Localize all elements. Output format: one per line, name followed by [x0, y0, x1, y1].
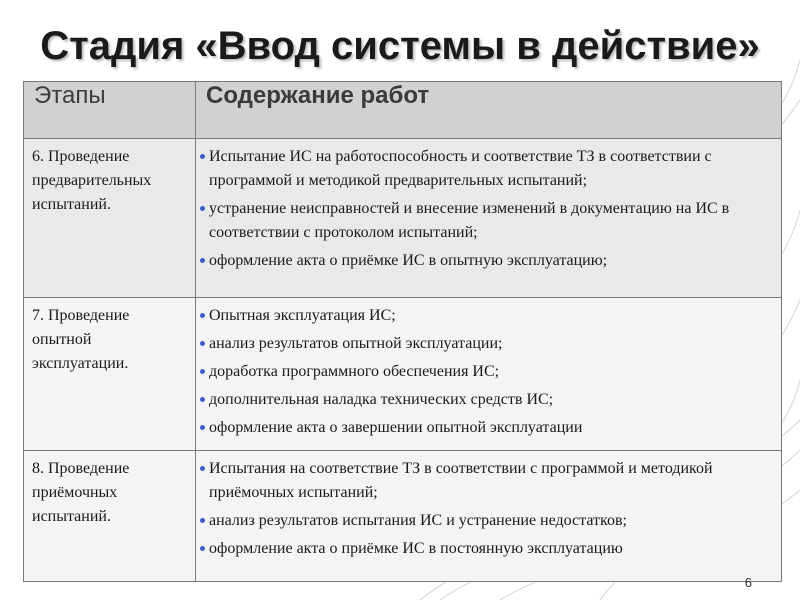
stage-cell: 8. Проведение приёмочных испытаний. [24, 451, 196, 582]
work-items-list [200, 457, 775, 561]
list-item-text: оформление акта о приёмке ИС в опытную эксплуатацию; [209, 252, 608, 269]
bullet-icon [200, 466, 205, 471]
content-cell [196, 298, 782, 451]
table-row [24, 139, 782, 298]
list-item [200, 537, 775, 561]
list-item [200, 249, 775, 273]
bullet-icon [200, 313, 205, 318]
bullet-icon [200, 425, 205, 430]
stage-cell: 6. Проведение предварительных испытаний. [24, 139, 196, 298]
list-item [200, 304, 775, 328]
list-item [200, 197, 775, 245]
list-item [200, 145, 775, 193]
list-item-text: анализ результатов опытной эксплуатации; [209, 335, 503, 352]
list-item-text: анализ результатов испытания ИС и устранение недостатков; [209, 512, 627, 529]
content-cell [196, 139, 782, 298]
bullet-icon [200, 258, 205, 263]
bullet-icon [200, 518, 205, 523]
list-item [200, 416, 775, 440]
content-cell [196, 451, 782, 582]
list-item-text: Опытная эксплуатация ИС; [209, 307, 396, 324]
bullet-icon [200, 397, 205, 402]
slide-title: Стадия «Ввод системы в действие» [40, 24, 760, 68]
table-row [24, 298, 782, 451]
list-item [200, 388, 775, 412]
header-stages: Этапы [24, 82, 196, 139]
work-items-list [200, 304, 775, 440]
stage-cell: 7. Проведение опытной эксплуатации. [24, 298, 196, 451]
list-item-text: Испытания на соответствие ТЗ в соответствии с программой и методикой приёмочных испытаний; [209, 460, 713, 501]
bullet-icon [200, 154, 205, 159]
work-items-list [200, 145, 775, 273]
page-number: 6 [744, 575, 752, 590]
list-item-text: доработка программного обеспечения ИС; [209, 363, 500, 380]
table-header-row [24, 82, 782, 139]
bullet-icon [200, 341, 205, 346]
header-work-content: Содержание работ [196, 82, 782, 139]
list-item-text: оформление акта о приёмке ИС в постоянную эксплуатацию [209, 540, 623, 557]
bullet-icon [200, 206, 205, 211]
list-item-text: устранение неисправностей и внесение изменений в документацию на ИС в соответствии с протоколом испытаний; [209, 200, 730, 241]
list-item-text: дополнительная наладка технических средств ИС; [209, 391, 554, 408]
stages-table [23, 81, 782, 582]
list-item-text: оформление акта о завершении опытной эксплуатации [209, 419, 583, 436]
list-item-text: Испытание ИС на работоспособность и соответствие ТЗ в соответствии с программой и методикой предварительных испытаний; [209, 148, 712, 189]
bullet-icon [200, 546, 205, 551]
list-item [200, 457, 775, 505]
bullet-icon [200, 369, 205, 374]
list-item [200, 360, 775, 384]
table-row [24, 451, 782, 582]
list-item [200, 332, 775, 356]
list-item [200, 509, 775, 533]
